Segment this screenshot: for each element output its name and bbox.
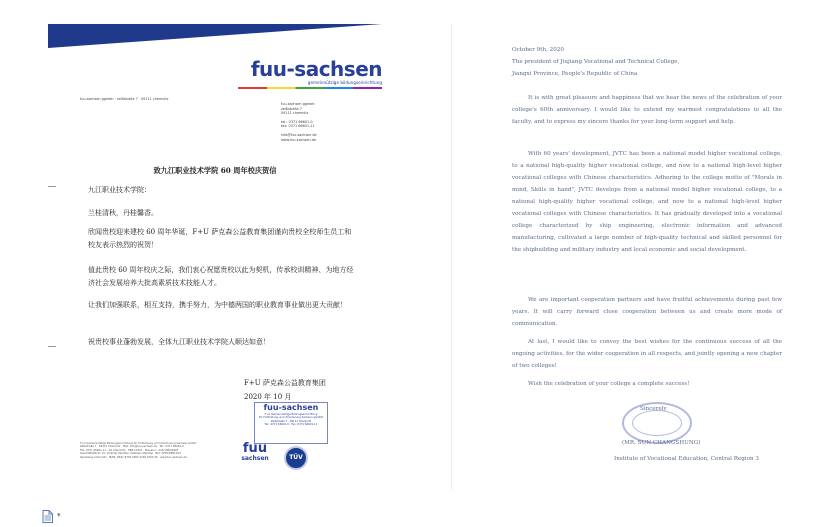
paragraph: 兰桂清秋，丹桂馨香。 bbox=[88, 209, 158, 217]
signature-date: 2020 年 10 月 bbox=[244, 393, 292, 401]
document-options-button[interactable] bbox=[42, 508, 61, 521]
logo-wordmark: fuu-sachsen bbox=[250, 57, 382, 81]
document-icon bbox=[42, 508, 53, 521]
stamp-line: für Fortbildung und Umschulung Sachsen gGmbH bbox=[258, 416, 324, 420]
paragraph: Wish the celebration of your college a complete success! bbox=[528, 381, 690, 387]
company-stamp bbox=[254, 402, 328, 444]
tuv-certification-icon: TÜV bbox=[284, 446, 308, 470]
addressee-line: The president of Jiujiang Vocational and Technical College, bbox=[512, 59, 680, 65]
letter-date: October 9th, 2020 bbox=[512, 47, 564, 53]
paragraph: 祝贵校事业蓬勃发展，全体九江职业技术学院人顺达如意！ bbox=[88, 338, 270, 346]
sincerely-text: Sincerely bbox=[640, 406, 667, 412]
address-line: fax: 0371 66601-11 bbox=[281, 124, 315, 129]
addressee-line: Jiangxi Province, People's Republic of China bbox=[512, 71, 638, 77]
footer-line: Zeißstraße 7 · 09111 Chemnitz · Mail: info@fuu-sachsen.de · Tel.: 0371 66601-0 bbox=[80, 445, 184, 449]
address-line: info@fuu-sachsen.de bbox=[281, 132, 317, 137]
letter-title: 致九江职业技术学院 60 周年校庆贺信 bbox=[153, 166, 277, 175]
address-line: zeißstraße 7 bbox=[281, 106, 302, 111]
fuu-small-word: fuu bbox=[242, 441, 268, 456]
letter-footer bbox=[80, 442, 230, 459]
paragraph: It is with great pleasure and happiness that we hear the news of the celebration of your college's 60th anniversary. I would like to extend my warmest congratulations to all the faculty, and to express my sincere thanks for your long-term support and help. bbox=[512, 95, 782, 125]
logo-subtitle: gemeinnützige bildungseinrichtung bbox=[307, 80, 382, 85]
logo-color-bar bbox=[238, 87, 382, 89]
address-line: 09111 chemnitz bbox=[281, 111, 309, 116]
paragraph: 欣闻贵校迎来建校 60 周年华诞，F+U 萨克森公益教育集团谨向贵校全校师生员工和校友表示热烈的祝贺！ bbox=[88, 228, 352, 249]
stamp-line: F+U Gemeinnützige Bildungseinrichtung bbox=[264, 413, 318, 416]
fuu-small-logo bbox=[238, 442, 272, 462]
signature-org: F+U 萨克森公益教育集团 bbox=[244, 379, 326, 387]
paragraph: We are important cooperation partners and have fruitful achievements during past few years. It will carry forward close cooperation between us and create more mode of communication. bbox=[512, 297, 782, 327]
fold-mark bbox=[48, 186, 56, 187]
address-line: fuu-sachsen ggmbh bbox=[281, 102, 315, 106]
address-line: tel.: 0371 66601-0 bbox=[281, 119, 313, 124]
stamp-line: Tel.: 0371 66601-0 · Fax: 0371 66601-11 bbox=[264, 422, 318, 426]
english-letter-page bbox=[492, 40, 792, 490]
fold-mark bbox=[48, 346, 56, 347]
sender-line: fuu-sachsen ggmbh · zeißstraße 7 · 09111 chemnitz bbox=[80, 97, 169, 101]
stamp-wordmark: fuu-sachsen bbox=[263, 403, 319, 412]
footer-line: F+U Gemeinnützige Bildungseinrichtung für Fortbildung und Umschulung Sachsen GmbH bbox=[80, 442, 197, 445]
signer-title: Institute of Vocational Education, Central Region 3 bbox=[614, 456, 759, 462]
fuu-small-sub: sachsen bbox=[241, 455, 269, 462]
footer-line: Fax: 0371 66601-11 · AG Chemnitz · HRB 12451 · Steuernr.: 215/108/00903 bbox=[80, 448, 179, 452]
chevron-down-icon[interactable]: ▾ bbox=[57, 510, 61, 519]
stamp-line: Zeißstraße 7 · 09111 Chemnitz bbox=[270, 419, 312, 423]
signer-name: (MR. SUN CHANGSHUNG) bbox=[622, 440, 701, 446]
page-divider bbox=[451, 24, 452, 490]
chinese-letter-page bbox=[48, 24, 382, 494]
fuu-sachsen-logo bbox=[238, 58, 382, 89]
address-line: www.fuu-sachsen.de bbox=[281, 137, 316, 142]
paragraph: At last, I would like to convey the best wishes for the continuous success of all the ongoing activities, for the wider cooperation in all respects, and jointly opening a new chapter of two colleges! bbox=[512, 339, 782, 369]
footer-line: Geschäftsführer: Dr. Volkmar Manthei, Kathleen Manthei · BIC: CHEKDE81XXX bbox=[80, 452, 181, 456]
paragraph: With 60 years' development, JVTC has been a national model higher vocational college, to a national high-quality higher vocational college, and now to a national high-level higher vocational colleges with Chinese characteristics. Adhering to the college motto of "Morals in mind, Skills in hand", JVTC develops from a national model higher vocational college, to a national high-quality higher vocational college, and now to a national high-level higher vocational colleges with Chinese characteristics. It has gradually developed into a vocational college characterized by ship engineering, electronic information and advanced manufacturing, cultivated a large number of high-quality technical and skilled personnel for the shipbuilding and military industry and local economic and social development. bbox=[512, 151, 782, 253]
footer-line: Sparkasse Chemnitz · IBAN: DE41 8705 0000 3148 0100 45 · www.fuu-sachsen.de bbox=[80, 455, 187, 459]
letterhead-stripe bbox=[48, 24, 382, 48]
address-block bbox=[281, 102, 361, 142]
salutation: 九江职业技术学院： bbox=[88, 186, 151, 194]
paragraph: 值此贵校 60 周年校庆之际，我们衷心祝愿贵校以此为契机，传承校训精神、为地方经济社会发展培养大批高素质技术技能人才。 bbox=[88, 266, 354, 287]
paragraph: 让我们加强联系，相互支持，携手努力，为中德两国的职业教育事业做出更大贡献！ bbox=[88, 301, 347, 309]
